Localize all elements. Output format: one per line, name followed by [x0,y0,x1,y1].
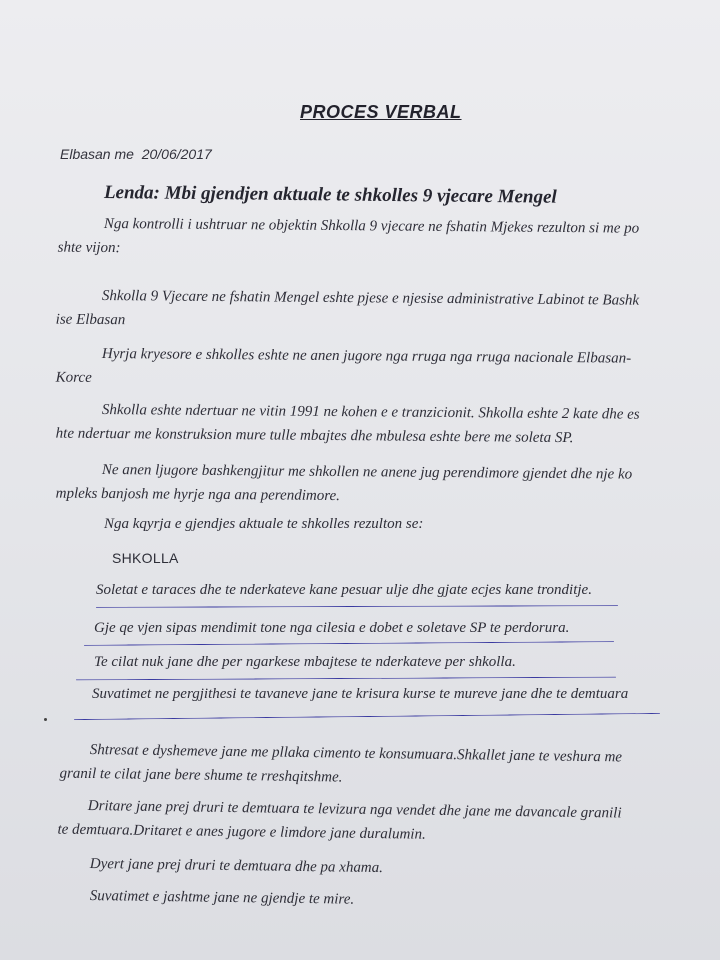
paragraph-9: Dyert jane prej druri te demtuara dhe pa xhama. [89,855,384,877]
paragraph-3-line-2: Korce [55,369,92,386]
paragraph-1 [57,212,640,265]
underlined-line-2: Gje qe vjen sipas mendimit tone nga cilesia e dobet e soletave SP te perdorura. [94,620,570,636]
pen-underline-4 [74,713,660,720]
paragraph-1-line-1: Nga kontrolli i ushtruar ne objektin Shkolla 9 vjecare ne fshatin Mjekes rezulton si me po [103,215,640,237]
pen-underline-3 [76,677,616,681]
paragraph-8 [57,794,622,849]
document-title: PROCES VERBAL [300,102,462,122]
paragraph-1-line-2: shte vijon: [57,239,121,257]
subject-line: Lenda: Mbi gjendjen aktuale te shkolles 9 vjecare Mengel [103,182,557,208]
paragraph-6: Nga kqyrja e gjendjes aktuale te shkolles rezulton se: [104,516,424,532]
pen-underline-2 [84,641,614,646]
paragraph-2 [55,284,640,337]
paragraph-5-line-2: mpleks banjosh me hyrje nga ana perendimore. [55,485,341,505]
paragraph-10: Suvatimet e jashtme jane ne gjendje te mire. [89,887,355,908]
underlined-line-4: Suvatimet ne pergjithesi te tavaneve jane te krisura kurse te mureve jane dhe te demtuara [92,686,629,702]
underlined-line-3: Te cilat nuk jane dhe per ngarkese mbajtese te nderkateve per shkolla. [94,654,516,670]
underlined-line-1: Soletat e taraces dhe te nderkateve kane pesuar ulje dhe gjate ecjes kane tronditje. [96,582,592,598]
margin-mark [44,718,47,721]
date-line: Elbasan me 20/06/2017 [60,146,212,162]
paragraph-5-line-1: Ne anen ljugore bashkengjitur me shkollen ne anene jug perendimore gjendet dhe nje ko [101,461,633,483]
section-heading: SHKOLLA [112,550,179,566]
paragraph-8-line-2: te demtuara.Dritaret e anes jugore e limdore jane duralumin. [57,821,426,843]
paragraph-3 [55,342,632,395]
paragraph-8-line-1: Dritare jane prej druri te demtuara te levizura nga vendet dhe jane me davancale granili [87,797,622,822]
paragraph-3-line-1: Hyrja kryesore e shkolles eshte ne anen jugore nga rruga nga rruga nacionale Elbasan- [101,345,632,367]
paragraph-4-line-2: hte ndertuar me konstruksion mure tulle mbajtes dhe mbulesa eshte bere me soleta SP. [55,425,574,447]
paragraph-7 [59,738,623,793]
paragraph-5 [55,458,633,511]
paragraph-4 [55,398,640,451]
paragraph-2-line-2: ise Elbasan [55,311,126,329]
paragraph-4-line-1: Shkolla eshte ndertuar ne vitin 1991 ne kohen e e tranzicionit. Shkolla eshte 2 kate dhe es [101,401,640,423]
paragraph-2-line-1: Shkolla 9 Vjecare ne fshatin Mengel eshte pjese e njesise administrative Labinot te Bashk [101,287,640,309]
paragraph-7-line-2: granil te cilat jane bere shume te rreshqitshme. [59,765,343,786]
paragraph-7-line-1: Shtresat e dyshemeve jane me pllaka cimento te konsumuara.Shkallet jane te veshura me [89,741,623,766]
pen-underline-1 [96,605,618,608]
